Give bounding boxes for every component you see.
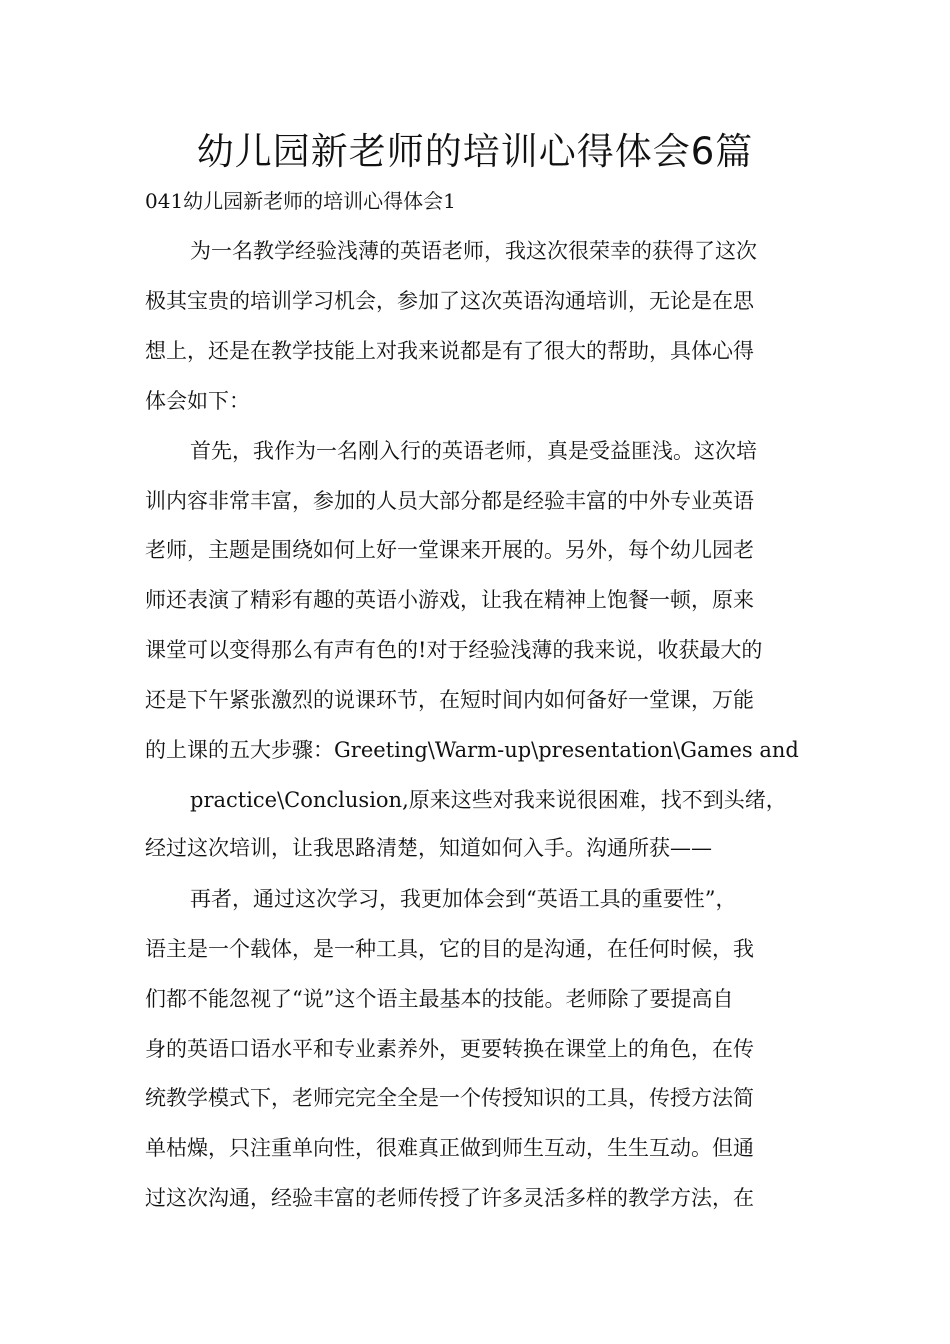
text-line: 身的英语口语水平和专业素养外，更要转换在课堂上的角色，在传 xyxy=(145,1037,754,1061)
text-line: 过这次沟通，经验丰富的老师传授了许多灵活多样的教学方法，在 xyxy=(145,1186,754,1210)
text-line: 训内容非常丰富，参加的人员大部分都是经验丰富的中外专业英语 xyxy=(145,489,754,513)
text-line: 师还表演了精彩有趣的英语小游戏，让我在精神上饱餐一顿，原来 xyxy=(145,588,754,612)
text-line: 再者，通过这次学习，我更加体会到“英语工具的重要性”， xyxy=(190,887,737,911)
text-line: 想上，还是在教学技能上对我来说都是有了很大的帮助，具体心得 xyxy=(145,339,754,363)
text-line: 首先，我作为一名刚入行的英语老师，真是受益匪浅。这次培 xyxy=(190,439,757,463)
section-heading: 041幼儿园新老师的培训心得体会1 xyxy=(145,189,456,213)
text-line: 老师，主题是围绕如何上好一堂课来开展的。另外，每个幼儿园老 xyxy=(145,538,754,562)
text-line: 的上课的五大步骤：Greeting\Warm-up\presentation\Games and xyxy=(145,738,799,762)
text-line: 统教学模式下，老师完完全全是一个传授知识的工具，传授方法简 xyxy=(145,1086,754,1110)
text-line: 课堂可以变得那么有声有色的!对于经验浅薄的我来说，收获最大的 xyxy=(145,638,763,662)
text-line: 单枯燥，只注重单向性，很难真正做到师生互动，生生互动。但通 xyxy=(145,1136,754,1160)
text-line: 还是下午紧张激烈的说课环节，在短时间内如何备好一堂课，万能 xyxy=(145,688,754,712)
document-title: 幼儿园新老师的培训心得体会6篇 xyxy=(196,130,754,173)
text-line: 们都不能忽视了“说”这个语主最基本的技能。老师除了要提高自 xyxy=(145,987,734,1011)
text-line: 为一名教学经验浅薄的英语老师，我这次很荣幸的获得了这次 xyxy=(190,239,757,263)
text-line: 语主是一个载体，是一种工具，它的目的是沟通，在任何时候，我 xyxy=(145,937,754,961)
text-line: 体会如下： xyxy=(145,389,250,413)
text-line: practice\Conclusion,原来这些对我来说很困难，找不到头绪， xyxy=(190,788,787,812)
text-line: 极其宝贵的培训学习机会，参加了这次英语沟通培训，无论是在思 xyxy=(145,289,754,313)
text-line: 经过这次培训，让我思路清楚，知道如何入手。沟通所获—— xyxy=(145,836,712,860)
